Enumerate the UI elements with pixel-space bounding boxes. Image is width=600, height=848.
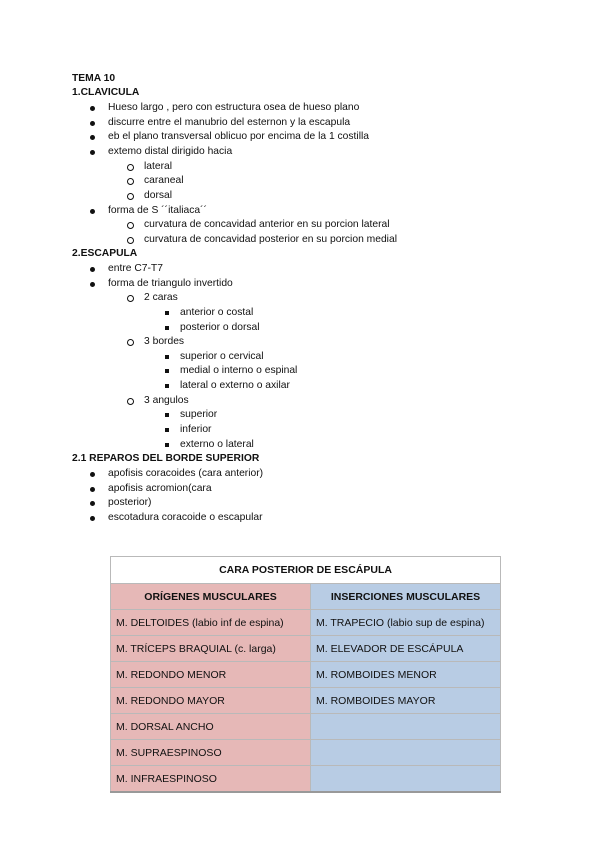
origin-cell: M. INFRAESPINOSO (111, 766, 311, 793)
sub-sub-bullet-item: externo o lateral (180, 438, 254, 453)
sub-sub-bullet-item: anterior o costal (180, 306, 253, 321)
section-heading-reparos: 2.1 REPAROS DEL BORDE SUPERIOR (72, 453, 260, 464)
bullet-square (165, 369, 169, 373)
insertion-cell: M. ROMBOIDES MAYOR (311, 688, 501, 714)
bullet-circle (127, 295, 134, 302)
bullet-dot (90, 472, 95, 477)
sub-bullet-item: 2 caras (144, 291, 178, 306)
bullet-square (165, 413, 169, 417)
table-title: CARA POSTERIOR DE ESCÁPULA (111, 557, 501, 584)
sub-sub-bullet-item: inferior (180, 423, 211, 438)
sub-sub-bullet-item: superior (180, 408, 217, 423)
bullet-item: escotadura coracoide o escapular (108, 511, 263, 526)
bullet-square (165, 355, 169, 359)
bullet-square (165, 326, 169, 330)
sub-bullet-item: 3 angulos (144, 394, 189, 409)
table-row (111, 714, 501, 740)
bullet-dot (90, 106, 95, 111)
bullet-dot (90, 487, 95, 492)
sub-bullet-item: 3 bordes (144, 335, 184, 350)
bullet-dot (90, 209, 95, 214)
table-title-row (111, 557, 501, 584)
origin-cell: M. SUPRAESPINOSO (111, 740, 311, 766)
bullet-circle (127, 164, 134, 171)
table-row (111, 688, 501, 714)
bullet-circle (127, 178, 134, 185)
bullet-square (165, 384, 169, 388)
bullet-square (165, 443, 169, 447)
table-row (111, 740, 501, 766)
bullet-item: eb el plano transversal oblicuo por encima de la 1 costilla (108, 130, 369, 145)
bullet-dot (90, 282, 95, 287)
sub-bullet-item: curvatura de concavidad anterior en su porcion lateral (144, 218, 390, 233)
section-heading-clavicula: 1.CLAVICULA (72, 87, 140, 98)
origin-cell: M. REDONDO MAYOR (111, 688, 311, 714)
bullet-item: Hueso largo , pero con estructura osea de hueso plano (108, 101, 359, 116)
sub-bullet-item: caraneal (144, 174, 184, 189)
insertion-cell: M. ROMBOIDES MENOR (311, 662, 501, 688)
bullet-dot (90, 516, 95, 521)
bullet-item: posterior) (108, 496, 152, 511)
bullet-item: forma de S ´´italiaca´´ (108, 204, 207, 219)
sub-bullet-item: curvatura de concavidad posterior en su porcion medial (144, 233, 397, 248)
table-row (111, 610, 501, 636)
insertion-cell: M. TRAPECIO (labio sup de espina) (311, 610, 501, 636)
sub-sub-bullet-item: lateral o externo o axilar (180, 379, 290, 394)
insertion-cell (311, 740, 501, 766)
sub-bullet-item: dorsal (144, 189, 172, 204)
page-title: TEMA 10 (72, 73, 116, 84)
origin-cell: M. TRÍCEPS BRAQUIAL (c. larga) (111, 636, 311, 662)
bullet-dot (90, 135, 95, 140)
column-header-origins: ORÍGENES MUSCULARES (111, 584, 311, 610)
table-row (111, 766, 501, 793)
bullet-item: entre C7-T7 (108, 262, 163, 277)
bullet-item: apofisis acromion(cara (108, 482, 212, 497)
section-heading-escapula: 2.ESCAPULA (72, 248, 138, 259)
bullet-item: apofisis coracoides (cara anterior) (108, 467, 263, 482)
sub-bullet-item: lateral (144, 160, 172, 175)
table-row (111, 636, 501, 662)
origin-cell: M. DELTOIDES (labio inf de espina) (111, 610, 311, 636)
muscle-table (110, 556, 501, 793)
bullet-dot (90, 501, 95, 506)
sub-sub-bullet-item: medial o interno o espinal (180, 364, 297, 379)
sub-sub-bullet-item: posterior o dorsal (180, 321, 260, 336)
bullet-item: forma de triangulo invertido (108, 277, 233, 292)
bullet-dot (90, 121, 95, 126)
table-header-row (111, 584, 501, 610)
sub-sub-bullet-item: superior o cervical (180, 350, 264, 365)
bullet-square (165, 428, 169, 432)
bullet-circle (127, 237, 134, 244)
bullet-dot (90, 267, 95, 272)
column-header-insertions: INSERCIONES MUSCULARES (311, 584, 501, 610)
bullet-circle (127, 193, 134, 200)
bullet-circle (127, 222, 134, 229)
insertion-cell: M. ELEVADOR DE ESCÁPULA (311, 636, 501, 662)
bullet-circle (127, 339, 134, 346)
bullet-item: discurre entre el manubrio del esternon y la escapula (108, 116, 350, 131)
origin-cell: M. DORSAL ANCHO (111, 714, 311, 740)
insertion-cell (311, 714, 501, 740)
bullet-dot (90, 150, 95, 155)
bullet-square (165, 311, 169, 315)
insertion-cell (311, 766, 501, 793)
bullet-circle (127, 398, 134, 405)
bullet-item: extemo distal dirigido hacia (108, 145, 232, 160)
table-row (111, 662, 501, 688)
origin-cell: M. REDONDO MENOR (111, 662, 311, 688)
